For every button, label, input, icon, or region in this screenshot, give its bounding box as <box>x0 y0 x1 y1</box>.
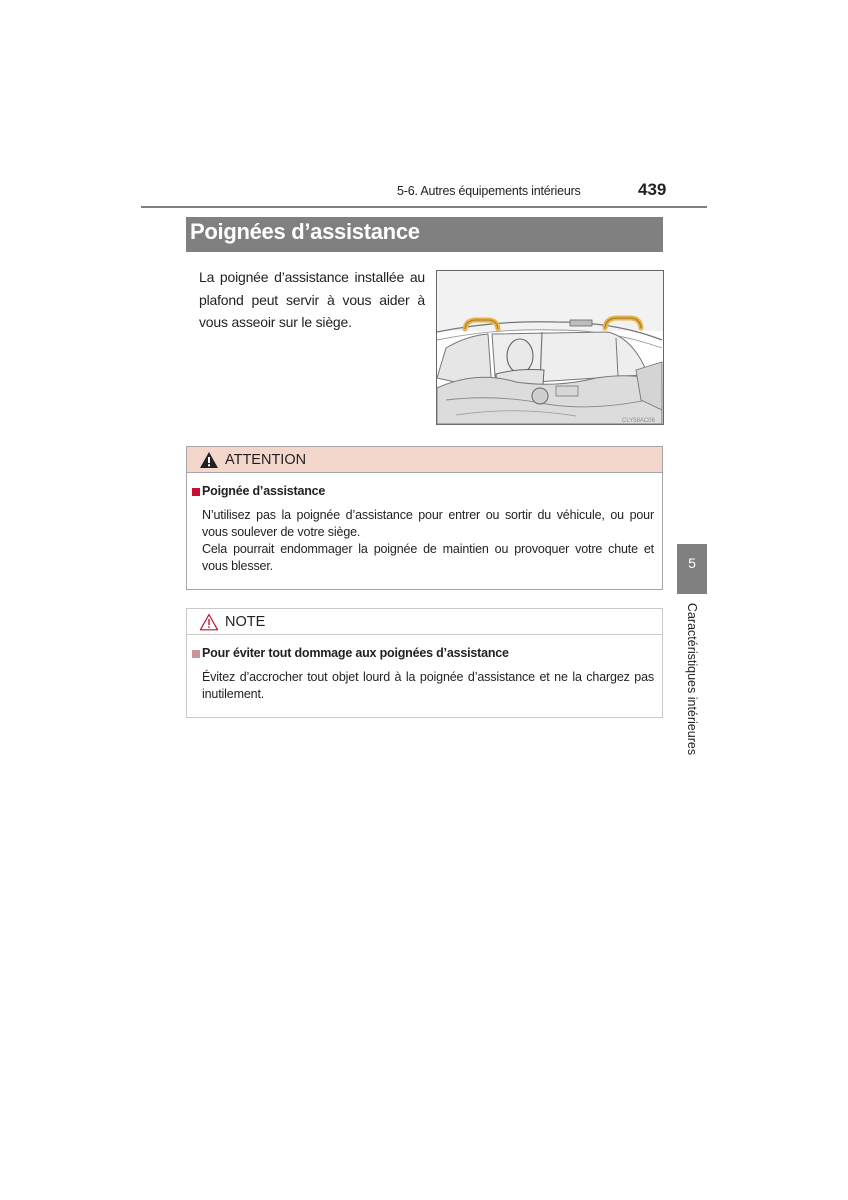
note-subtitle: Pour éviter tout dommage aux poignées d’assistance <box>202 646 509 660</box>
square-bullet-icon <box>192 650 200 658</box>
attention-box <box>186 446 663 590</box>
page-title: Poignées d’assistance <box>190 219 420 244</box>
attention-subtitle: Poignée d’assistance <box>202 484 326 498</box>
attention-paragraph: Cela pourrait endommager la poignée de maintien ou provoquer votre chute et vous blesser. <box>202 542 654 573</box>
chapter-number: 5 <box>688 555 696 571</box>
chapter-title: Caractéristiques intérieures <box>685 602 699 756</box>
car-interior-illustration <box>436 270 664 425</box>
note-paragraph: Évitez d’accrocher tout objet lourd à la poignée d’assistance et ne la chargez pas inutilement. <box>202 670 654 701</box>
attention-header <box>187 447 662 473</box>
attention-paragraph: N’utilisez pas la poignée d’assistance pour entrer ou sortir du véhicule, ou pour vous soulever de votre siège. <box>202 508 654 539</box>
warning-icon <box>199 451 219 469</box>
intro-paragraph: La poignée d’assistance installée au plafond peut servir à vous aider à vous asseoir sur le siège. <box>199 269 425 330</box>
page-number: 439 <box>638 180 667 199</box>
header-divider <box>141 206 707 208</box>
note-label: NOTE <box>225 614 266 630</box>
section-title: 5-6. Autres équipements intérieurs <box>397 184 581 198</box>
note-box <box>186 608 663 718</box>
square-bullet-icon <box>192 488 200 496</box>
attention-label: ATTENTION <box>225 452 307 468</box>
chapter-tab <box>677 544 707 594</box>
note-header <box>187 609 662 635</box>
illustration-code: CLY58AC06 <box>622 418 655 424</box>
caution-outline-icon <box>199 613 219 631</box>
